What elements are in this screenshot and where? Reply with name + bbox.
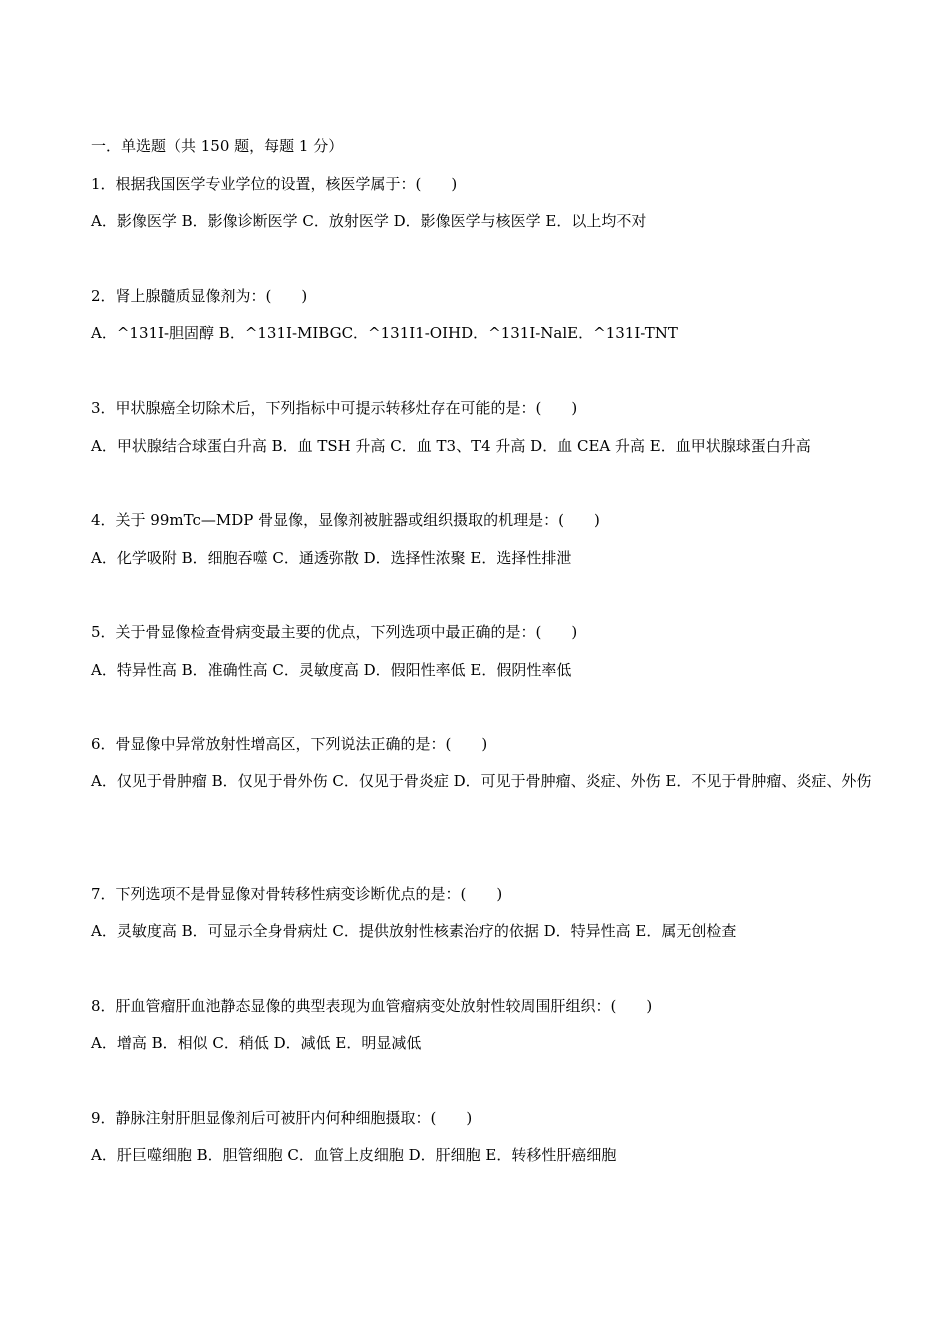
question-8-stem: 8．肝血管瘤肝血池静态显像的典型表现为血管瘤病变处放射性较周围肝组织：( ): [91, 997, 653, 1015]
question-7-stem: 7．下列选项不是骨显像对骨转移性病变诊断优点的是：( ): [91, 885, 503, 903]
section-heading: 一．单选题（共 150 题，每题 1 分）: [91, 137, 344, 155]
question-4-stem: 4．关于 99mTc—MDP 骨显像，显像剂被脏器或组织摄取的机理是：( ): [91, 511, 600, 529]
question-7-options: A．灵敏度高 B．可显示全身骨病灶 C．提供放射性核素治疗的依据 D．特异性高 E．属无创检查: [91, 922, 737, 940]
question-1-stem: 1．根据我国医学专业学位的设置，核医学属于：( ): [91, 175, 458, 193]
question-5-stem: 5．关于骨显像检查骨病变最主要的优点，下列选项中最正确的是：( ): [91, 623, 578, 641]
question-8-options: A．增高 B．相似 C．稍低 D．减低 E．明显减低: [91, 1034, 422, 1052]
question-9-options: A．肝巨噬细胞 B．胆管细胞 C．血管上皮细胞 D．肝细胞 E．转移性肝癌细胞: [91, 1146, 617, 1164]
question-2-options: A．^131I-胆固醇 B．^131I-MIBGC．^131I1-OIHD．^131I-NalE．^131I-TNT: [91, 324, 678, 342]
question-3-stem: 3．甲状腺癌全切除术后，下列指标中可提示转移灶存在可能的是：( ): [91, 399, 578, 417]
question-5-options: A．特异性高 B．准确性高 C．灵敏度高 D．假阳性率低 E．假阴性率低: [91, 661, 572, 679]
question-1-options: A．影像医学 B．影像诊断医学 C．放射医学 D．影像医学与核医学 E．以上均不对: [91, 212, 647, 230]
question-3-options: A．甲状腺结合球蛋白升高 B．血 TSH 升高 C．血 T3、T4 升高 D．血 CEA 升高 E．血甲状腺球蛋白升高: [91, 437, 811, 455]
question-6-options: A．仅见于骨肿瘤 B．仅见于骨外伤 C．仅见于骨炎症 D．可见于骨肿瘤、炎症、外伤 E．不见于骨肿瘤、炎症、外伤: [91, 772, 872, 790]
question-9-stem: 9．静脉注射肝胆显像剂后可被肝内何种细胞摄取：( ): [91, 1109, 473, 1127]
question-2-stem: 2．肾上腺髓质显像剂为：( ): [91, 287, 308, 305]
question-6-stem: 6．骨显像中异常放射性增高区，下列说法正确的是：( ): [91, 735, 488, 753]
question-4-options: A．化学吸附 B．细胞吞噬 C．通透弥散 D．选择性浓聚 E．选择性排泄: [91, 549, 572, 567]
